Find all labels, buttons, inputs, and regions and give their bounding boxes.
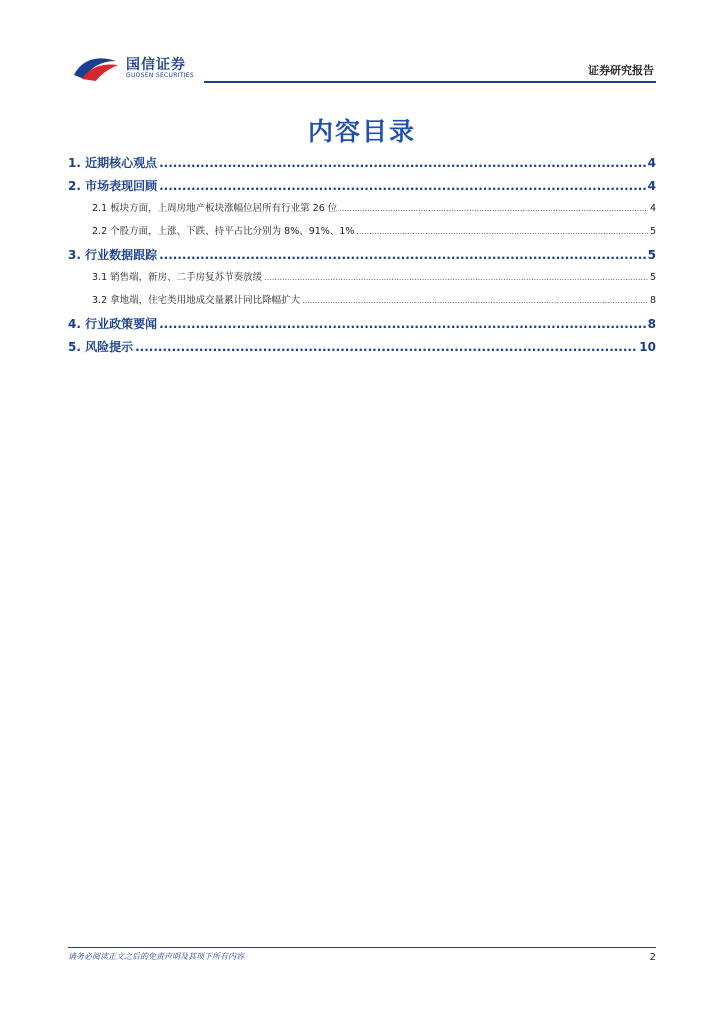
page-header bbox=[68, 50, 656, 84]
guosen-logo-icon bbox=[72, 53, 120, 83]
footer-disclaimer: 请务必阅读正文之后的免责声明及其项下所有内容 bbox=[68, 952, 244, 961]
toc-entry-page: 5 bbox=[649, 226, 656, 237]
toc-leader-dots bbox=[264, 273, 648, 282]
toc-leader-dots bbox=[135, 340, 637, 354]
toc-entry-page: 5 bbox=[649, 272, 656, 283]
toc-entry-page: 8 bbox=[649, 295, 656, 306]
toc-title: 内容目录 bbox=[307, 117, 416, 146]
toc-leader-dots bbox=[159, 317, 646, 331]
toc-leader-dots bbox=[159, 248, 646, 262]
toc-leader-dots bbox=[159, 179, 646, 193]
toc-entry[interactable] bbox=[68, 154, 656, 177]
toc-entry-page: 4 bbox=[647, 179, 656, 193]
toc-leader-dots bbox=[356, 227, 648, 236]
toc-leader-dots bbox=[302, 296, 648, 305]
toc-subentry[interactable] bbox=[68, 269, 656, 292]
toc-entry-text: 1. 近期核心观点 bbox=[68, 156, 158, 170]
toc-entry-text: 2.2 个股方面，上涨、下跌、持平占比分别为 8%、91%、1% bbox=[92, 226, 355, 237]
toc-entry-text: 3. 行业数据跟踪 bbox=[68, 248, 158, 262]
toc-entry-page: 4 bbox=[649, 203, 656, 214]
toc-leader-dots bbox=[159, 156, 646, 170]
logo-chinese-name: 国信证券 bbox=[126, 57, 186, 73]
toc-entry-page: 5 bbox=[647, 248, 656, 262]
toc-subentry[interactable] bbox=[68, 223, 656, 246]
report-type-label: 证券研究报告 bbox=[588, 64, 654, 77]
toc-entry[interactable] bbox=[68, 315, 656, 338]
toc-entry-text: 3.1 销售端，新房、二手房复苏节奏放缓 bbox=[92, 272, 263, 283]
toc-entry[interactable] bbox=[68, 246, 656, 269]
footer-divider bbox=[68, 947, 656, 948]
toc-subentry[interactable] bbox=[68, 292, 656, 315]
page-number: 2 bbox=[649, 952, 656, 963]
toc-entry-text: 5. 风险提示 bbox=[68, 340, 134, 354]
toc-subentry[interactable] bbox=[68, 200, 656, 223]
toc-entry-page: 8 bbox=[647, 317, 656, 331]
toc-leader-dots bbox=[339, 204, 648, 213]
toc-entry-text: 3.2 拿地端，住宅类用地成交量累计同比降幅扩大 bbox=[92, 295, 301, 306]
toc-entry-text: 2. 市场表现回顾 bbox=[68, 179, 158, 193]
logo-english-name: GUOSEN SECURITIES bbox=[126, 72, 195, 79]
toc-entry[interactable] bbox=[68, 177, 656, 200]
toc-entry-text: 2.1 板块方面，上周房地产板块涨幅位居所有行业第 26 位 bbox=[92, 203, 338, 214]
toc-entry[interactable] bbox=[68, 338, 656, 361]
toc-entry-text: 4. 行业政策要闻 bbox=[68, 317, 158, 331]
toc-entry-page: 10 bbox=[639, 340, 656, 354]
table-of-contents bbox=[68, 154, 656, 361]
header-divider bbox=[204, 81, 656, 83]
toc-entry-page: 4 bbox=[647, 156, 656, 170]
